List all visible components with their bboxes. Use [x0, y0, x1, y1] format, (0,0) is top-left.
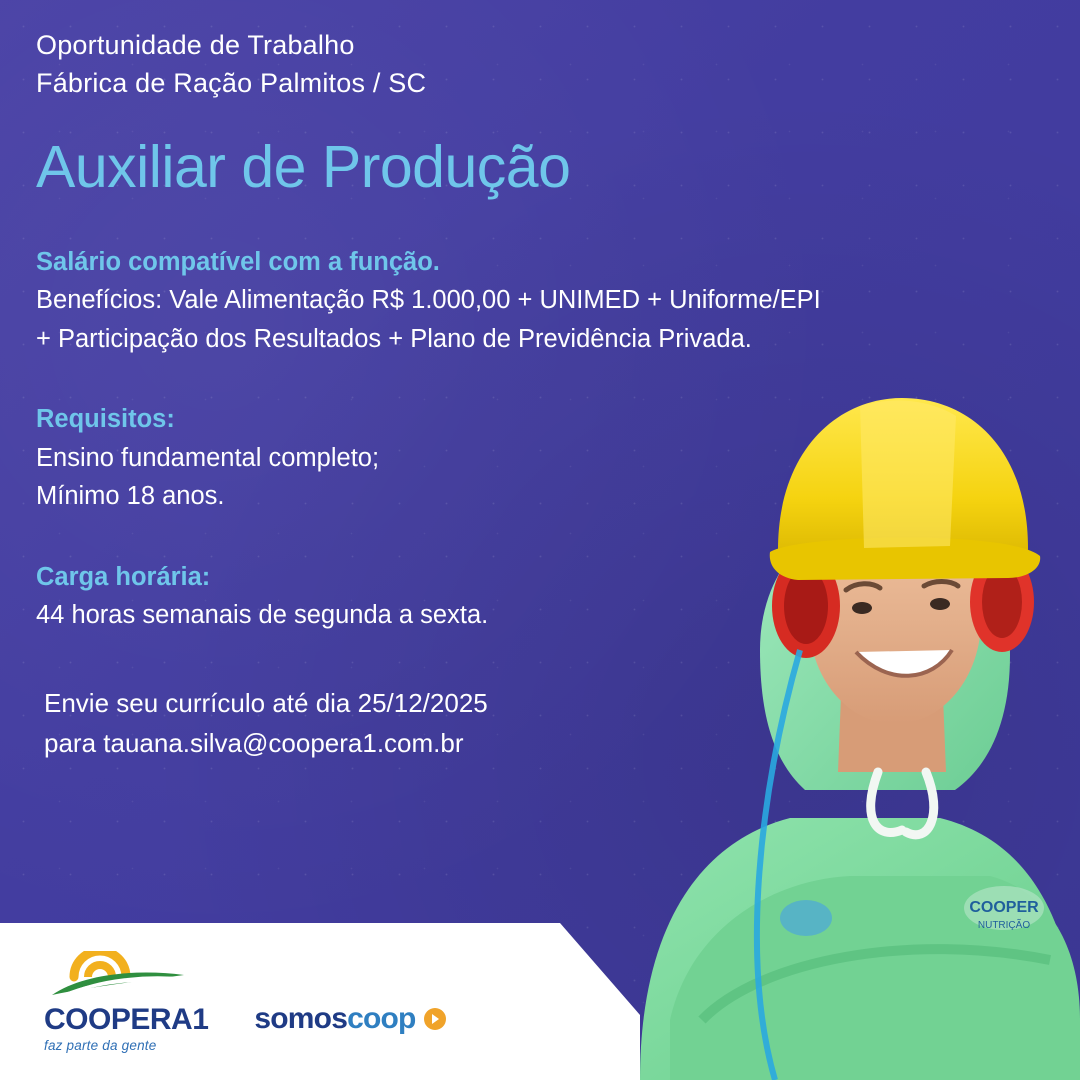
requirements-line1: Ensino fundamental completo; [36, 443, 380, 472]
header-subtitle [36, 26, 856, 103]
coopera1-wordmark: COOPERA1 [44, 1002, 209, 1036]
salary-headline: Salário compatível com a função. [36, 247, 440, 276]
workload-label: Carga horária: [36, 563, 211, 592]
requirements-block [36, 400, 856, 516]
requirements-label: Requisitos: [36, 405, 175, 434]
workload-block [36, 558, 856, 635]
header-line2: Fábrica de Ração Palmitos / SC [36, 68, 427, 99]
coopera1-mark-icon [44, 951, 194, 1003]
page-title: Auxiliar de Produção [36, 133, 571, 200]
somoscoop-logo [254, 1002, 445, 1036]
requirements-line2: Mínimo 18 anos. [36, 482, 225, 511]
somoscoop-play-icon [424, 1008, 446, 1030]
poster-content [36, 26, 856, 764]
contact-block [36, 683, 856, 764]
coopera1-tagline: faz parte da gente [44, 1037, 157, 1053]
coopera1-logo [44, 951, 208, 1053]
contact-email[interactable]: para tauana.silva@coopera1.com.br [44, 728, 464, 759]
workload-value: 44 horas semanais de segunda a sexta. [36, 601, 489, 630]
svg-text:NUTRIÇÃO: NUTRIÇÃO [977, 920, 1031, 931]
salary-benefits: Benefícios: Vale Alimentação R$ 1.000,00 + UNIMED + Uniforme/EPI + Participação dos Resultados + Plano de Previdência Privada. [36, 285, 821, 353]
logo-row [44, 951, 446, 1053]
salary-block [36, 243, 856, 359]
header-line1: Oportunidade de Trabalho [36, 30, 355, 60]
contact-deadline: Envie seu currículo até dia 25/12/2025 [44, 688, 488, 719]
somoscoop-wordmark: somoscoop [254, 1002, 416, 1035]
svg-text:COOPER: COOPER [969, 899, 1039, 916]
